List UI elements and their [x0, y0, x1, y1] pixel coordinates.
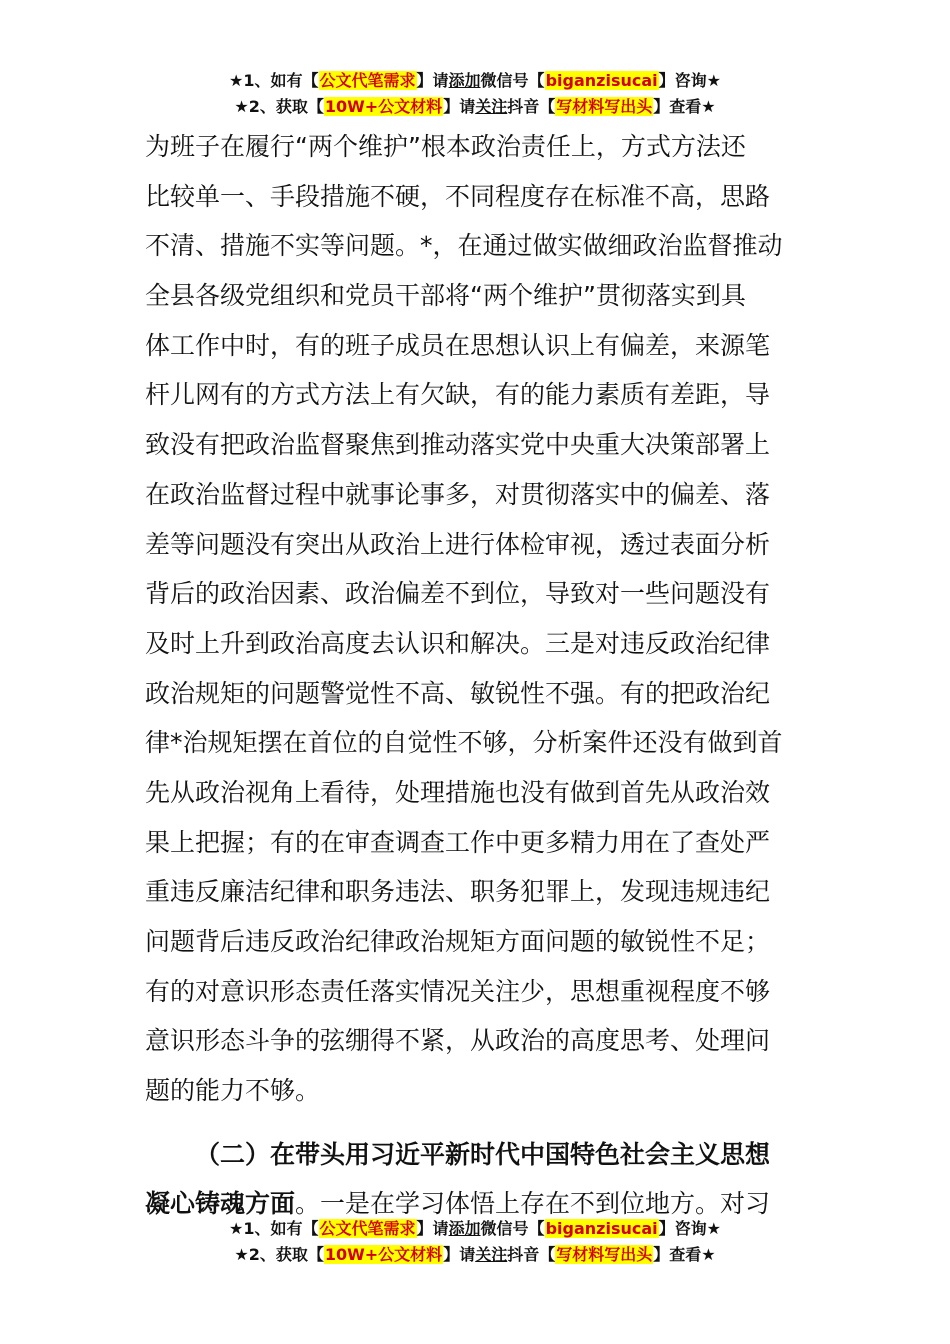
banner-highlight: 写材料写出头	[556, 1245, 653, 1264]
banner-text: ★1、如有【	[229, 1219, 319, 1238]
banner-text: 】请	[443, 97, 476, 116]
body-line: 全县各级党组织和党员干部将“两个维护”贯彻落实到具	[145, 281, 746, 311]
banner-line-2	[0, 1242, 950, 1268]
banner-underlined-text: 添加	[448, 71, 481, 90]
paragraph-2	[145, 1130, 815, 1229]
banner-text: ★2、获取【	[234, 97, 324, 116]
banner-highlight: 公文代笔需求	[319, 1219, 416, 1238]
body-line: 为班子在履行“两个维护”根本政治责任上，方式方法还	[145, 132, 746, 161]
header-banner	[0, 68, 950, 120]
body-line: 比较单一、手段措施不硬，不同程度存在标准不高，思路	[145, 181, 771, 211]
banner-text: 】咨询★	[658, 1219, 721, 1238]
body-text-run: 。一是在学习体悟上存在不到位地方。对习	[295, 1189, 771, 1219]
banner-text: 】请	[443, 1245, 476, 1264]
banner-highlight: 公文代笔需求	[319, 71, 416, 90]
paragraph-gap	[145, 1116, 815, 1130]
footer-banner	[0, 1216, 950, 1268]
banner-text: 抖音【	[507, 1245, 556, 1264]
body-line: 体工作中时，有的班子成员在思想认识上有偏差，来源笔	[145, 330, 771, 360]
body-line: 重违反廉洁纪律和职务违法、职务犯罪上，发现违规违纪	[145, 877, 771, 907]
body-line: 意识形态斗争的弦绷得不紧，从政治的高度思考、处理问	[145, 1026, 771, 1056]
banner-text: 微信号【	[480, 71, 545, 90]
body-line: 致没有把政治监督聚焦到推动落实党中央重大决策部署上	[145, 430, 771, 460]
body-line: 先从政治视角上看待，处理措施也没有做到首先从政治效	[145, 777, 771, 807]
banner-text: 微信号【	[480, 1219, 545, 1238]
body-line: 杆儿网有的方式方法上有欠缺，有的能力素质有差距，导	[145, 380, 771, 410]
banner-text: 】查看★	[653, 1245, 716, 1264]
banner-underlined-text: 添加	[448, 1219, 481, 1238]
section-heading: （二）在带头用习近平新时代中国特色社会主义思想	[195, 1139, 771, 1169]
banner-text: 】咨询★	[658, 71, 721, 90]
body-line: 在政治监督过程中就事论事多，对贯彻落实中的偏差、落	[145, 479, 771, 509]
banner-text: 抖音【	[507, 97, 556, 116]
body-line: 题的能力不够。	[145, 1076, 321, 1106]
body-line: 有的对意识形态责任落实情况关注少，思想重视程度不够	[145, 976, 771, 1006]
banner-highlight: 10W+公文材料	[324, 97, 443, 116]
banner-highlight: biganzisucai	[545, 71, 658, 90]
banner-highlight: 10W+公文材料	[324, 1245, 443, 1264]
banner-text: 】查看★	[653, 97, 716, 116]
banner-highlight: 写材料写出头	[556, 97, 653, 116]
body-line: 政治规矩的问题警觉性不高、敏锐性不强。有的把政治纪	[145, 678, 771, 708]
banner-line-1	[0, 1216, 950, 1242]
body-line: 果上把握；有的在审查调查工作中更多精力用在了查处严	[145, 827, 771, 857]
body-line: 不清、措施不实等问题。*，在通过做实做细政治监督推动	[145, 231, 783, 261]
document-body	[145, 122, 815, 1229]
banner-text: ★1、如有【	[229, 71, 319, 90]
body-line: 律*治规矩摆在首位的自觉性不够，分析案件还没有做到首	[145, 728, 783, 758]
banner-highlight: biganzisucai	[545, 1219, 658, 1238]
body-line: 背后的政治因素、政治偏差不到位，导致对一些问题没有	[145, 579, 771, 609]
paragraph-1	[145, 122, 815, 1116]
section-heading-continued: 凝心铸魂方面	[145, 1189, 296, 1219]
banner-line-2	[0, 94, 950, 120]
banner-text: 】请	[416, 71, 449, 90]
body-line: 及时上升到政治高度去认识和解决。三是对违反政治纪律	[145, 628, 771, 658]
body-line: 问题背后违反政治纪律政治规矩方面问题的敏锐性不足；	[145, 927, 771, 956]
banner-underlined-text: 关注	[475, 97, 508, 116]
banner-text: ★2、获取【	[234, 1245, 324, 1264]
banner-text: 】请	[416, 1219, 449, 1238]
banner-underlined-text: 关注	[475, 1245, 508, 1264]
body-line: 差等问题没有突出从政治上进行体检审视，透过表面分析	[145, 529, 771, 559]
banner-line-1	[0, 68, 950, 94]
